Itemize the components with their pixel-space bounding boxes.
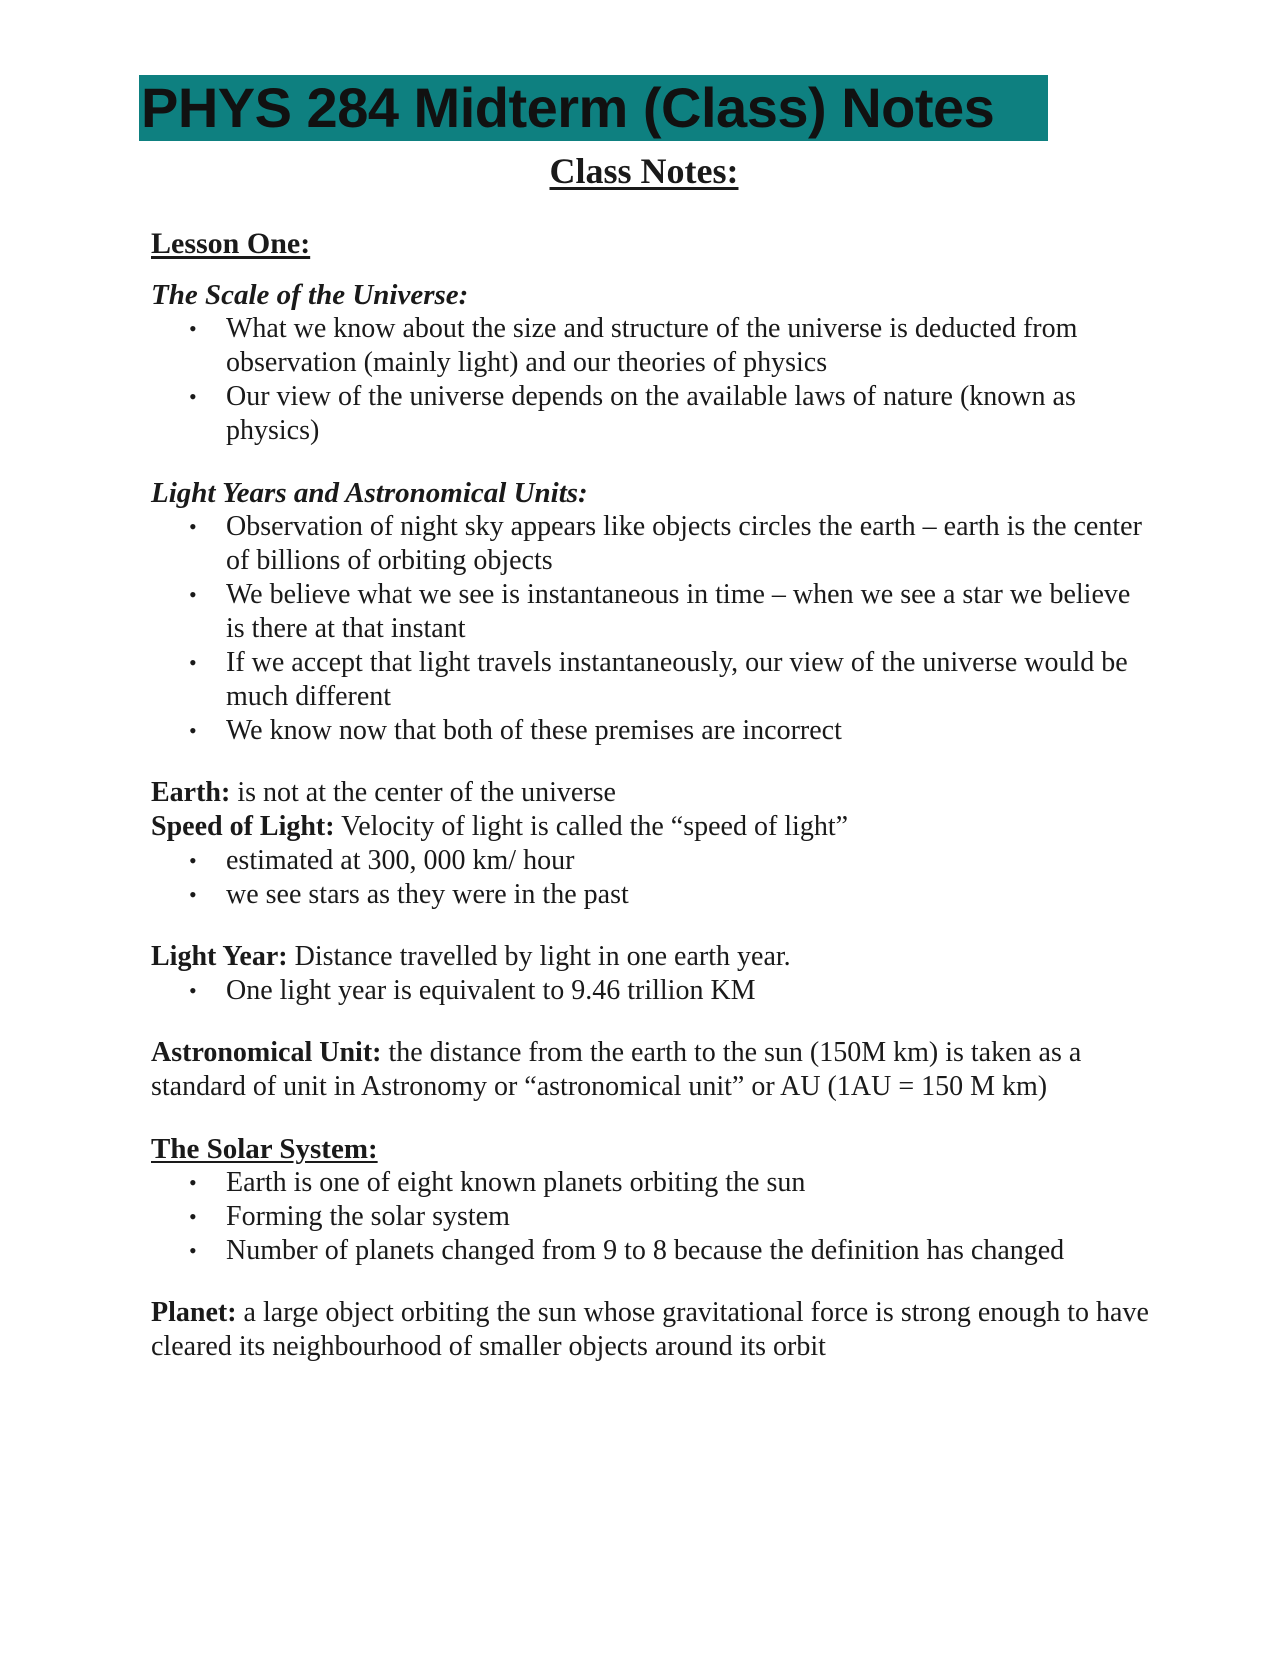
earth-definition: Earth: is not at the center of the universe: [151, 777, 616, 808]
solar-system-bullet-list: [151, 1166, 1151, 1268]
speed-of-light-bullet-list: [151, 844, 1151, 912]
section-heading-light-years: Light Years and Astronomical Units:: [151, 477, 588, 509]
list-item: • Our view of the universe depends on the available laws of nature (known as physics): [189, 381, 1076, 446]
term-astronomical-unit: Astronomical Unit:: [151, 1037, 382, 1068]
bullet-icon: •: [189, 718, 197, 743]
bullet-icon: •: [189, 582, 197, 607]
list-item: • Forming the solar system: [189, 1201, 510, 1232]
list-item: • we see stars as they were in the past: [189, 879, 629, 910]
bullet-icon: •: [189, 848, 197, 873]
bullet-icon: •: [189, 882, 197, 907]
list-item: • estimated at 300, 000 km/ hour: [189, 845, 575, 876]
light-year-definition: Light Year: Distance travelled by light in one earth year.: [151, 941, 791, 972]
planet-definition: Planet: a large object orbiting the sun whose gravitational force is strong enough to have cleared its neighbourhood of smaller objects around its orbit: [151, 1297, 1149, 1362]
astronomical-unit-definition: Astronomical Unit: the distance from the earth to the sun (150M km) is taken as a standard of unit in Astronomy or “astronomical unit” or AU (1AU = 150 M km): [151, 1037, 1082, 1102]
term-earth: Earth:: [151, 777, 231, 808]
subtitle: [0, 150, 1280, 192]
list-item: • We believe what we see is instantaneous in time – when we see a star we believe is there at that instant: [189, 579, 1131, 644]
list-item: • What we know about the size and structure of the universe is deducted from observation (mainly light) and our theories of physics: [189, 313, 1078, 378]
light-year-bullet-list: [151, 974, 1151, 1008]
bullet-icon: •: [189, 1170, 197, 1195]
term-speed-of-light: Speed of Light:: [151, 811, 335, 842]
bullet-icon: •: [189, 1238, 197, 1263]
scale-bullet-list: [151, 312, 1151, 448]
section-heading-scale: The Scale of the Universe:: [151, 279, 469, 311]
subtitle-text: Class Notes:: [549, 151, 739, 191]
term-planet: Planet:: [151, 1297, 237, 1328]
list-item: • Observation of night sky appears like objects circles the earth – earth is the center of billions of orbiting objects: [189, 511, 1142, 576]
bullet-icon: •: [189, 650, 197, 675]
bullet-icon: •: [189, 514, 197, 539]
page-title: PHYS 284 Midterm (Class) Notes: [141, 76, 995, 139]
list-item: • If we accept that light travels instantaneously, our view of the universe would be much different: [189, 647, 1128, 712]
bullet-icon: •: [189, 1204, 197, 1229]
bullet-icon: •: [189, 316, 197, 341]
notes-content: [151, 226, 1151, 1364]
lesson-heading: Lesson One:: [151, 227, 311, 260]
list-item: • Number of planets changed from 9 to 8 because the definition has changed: [189, 1235, 1065, 1266]
light-years-bullet-list: [151, 510, 1151, 748]
list-item: • We know now that both of these premises are incorrect: [189, 715, 842, 746]
speed-of-light-definition: Speed of Light: Velocity of light is called the “speed of light”: [151, 811, 849, 842]
section-heading-solar-system: The Solar System:: [151, 1133, 378, 1165]
list-item: • One light year is equivalent to 9.46 trillion KM: [189, 975, 756, 1006]
list-item: • Earth is one of eight known planets orbiting the sun: [189, 1167, 806, 1198]
bullet-icon: •: [189, 978, 197, 1003]
term-light-year: Light Year:: [151, 941, 288, 972]
bullet-icon: •: [189, 384, 197, 409]
